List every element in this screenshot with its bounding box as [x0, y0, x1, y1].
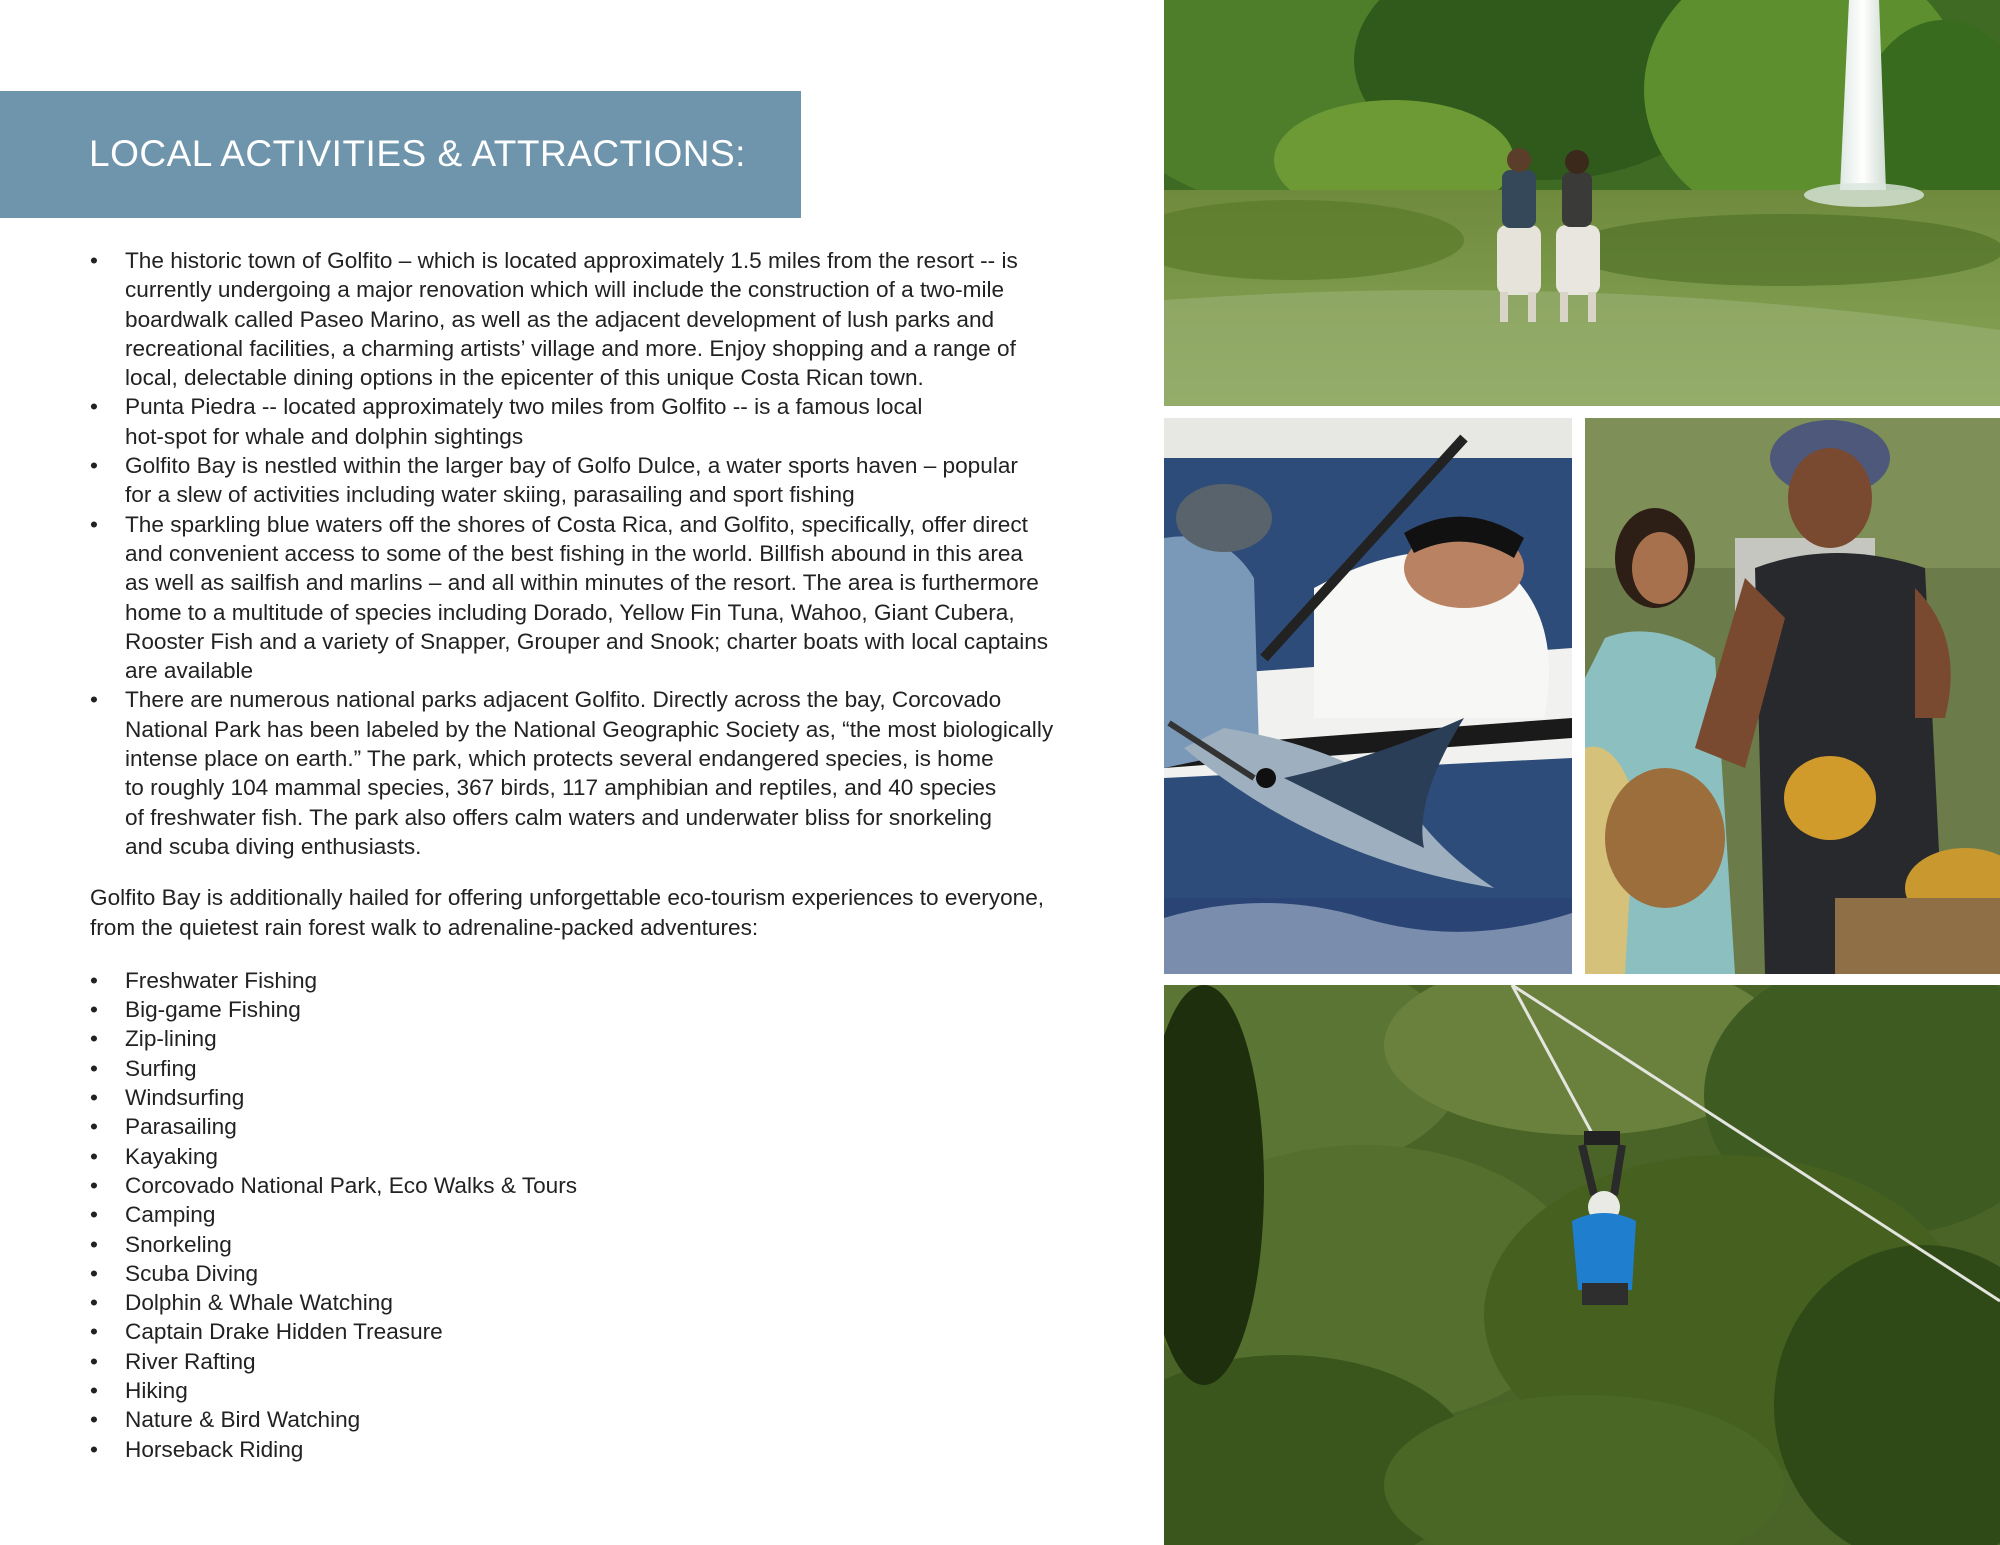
marlin-fishing-photo — [1164, 418, 1572, 974]
activity-label: Nature & Bird Watching — [125, 1407, 361, 1433]
bullet-icon: • — [90, 1436, 98, 1462]
list-item — [90, 510, 1120, 686]
activity-label: Parasailing — [125, 1114, 237, 1140]
bullet-icon: • — [90, 1260, 98, 1286]
list-item — [90, 1024, 1120, 1053]
activity-label: Zip-lining — [125, 1026, 217, 1052]
page-title: LOCAL ACTIVITIES & ATTRACTIONS: — [89, 133, 746, 174]
list-item — [90, 1230, 1120, 1259]
bullet-icon: • — [90, 1172, 98, 1198]
list-item — [90, 1259, 1120, 1288]
activity-label: Horseback Riding — [125, 1436, 304, 1462]
line: There are numerous national parks adjacent Golfito. Directly across the bay, Corcovado — [125, 687, 1002, 713]
bullet-icon: • — [90, 453, 98, 479]
line: National Park has been labeled by the National Geographic Society as, “the most biologically — [125, 716, 1054, 742]
line: boardwalk called Paseo Marino, as well as the adjacent development of lush parks and — [125, 306, 995, 332]
bullet-icon: • — [90, 967, 98, 993]
activity-label: Big-game Fishing — [125, 997, 301, 1023]
activity-label: Corcovado National Park, Eco Walks & Tours — [125, 1172, 578, 1198]
line: and convenient access to some of the best fishing in the world. Billfish abound in this area — [125, 540, 1024, 566]
activity-label: Camping — [125, 1202, 216, 1228]
line: intense place on earth.” The park, which protects several endangered species, is home — [125, 746, 994, 772]
list-item — [90, 1200, 1120, 1229]
list-item — [90, 1317, 1120, 1346]
bullet-icon: • — [90, 687, 98, 713]
bullet-icon: • — [90, 1026, 98, 1052]
bullet-icon: • — [90, 997, 98, 1023]
list-item — [90, 966, 1120, 995]
market-fruit-photo — [1585, 418, 2000, 974]
bullet-icon: • — [90, 1290, 98, 1316]
line: Rooster Fish and a variety of Snapper, Grouper and Snook; charter boats with local captains — [125, 628, 1049, 654]
activity-label: Windsurfing — [125, 1085, 245, 1111]
list-item — [90, 1112, 1120, 1141]
bullet-icon: • — [90, 1114, 98, 1140]
line: from the quietest rain forest walk to adrenaline-packed adventures: — [90, 914, 759, 940]
list-item — [90, 995, 1120, 1024]
activity-label: Snorkeling — [125, 1231, 232, 1257]
list-item — [90, 451, 1120, 510]
waterfall-horseback-photo — [1164, 0, 2000, 406]
bullet-icon: • — [90, 1377, 98, 1403]
activity-label: Hiking — [125, 1377, 188, 1403]
bullet-icon: • — [90, 1143, 98, 1169]
activity-label: River Rafting — [125, 1348, 256, 1374]
line: hot-spot for whale and dolphin sightings — [125, 423, 524, 449]
list-item — [90, 1171, 1120, 1200]
bullet-icon: • — [90, 1055, 98, 1081]
list-item — [90, 392, 1120, 451]
line: Golfito Bay is additionally hailed for offering unforgettable eco-tourism experiences to everyone, — [90, 885, 1045, 911]
list-item — [90, 1347, 1120, 1376]
line: of freshwater fish. The park also offers calm waters and underwater bliss for snorkeling — [125, 804, 992, 830]
list-item — [90, 685, 1120, 861]
line: are available — [125, 658, 254, 684]
line: Golfito Bay is nestled within the larger bay of Golfo Dulce, a water sports haven – popular — [125, 453, 1018, 479]
list-item — [90, 1054, 1120, 1083]
intro-bullet-list — [90, 246, 1120, 861]
line: The historic town of Golfito – which is located approximately 1.5 miles from the resort -- is — [125, 248, 1018, 273]
bullet-icon: • — [90, 1231, 98, 1257]
line: The sparkling blue waters off the shores of Costa Rica, and Golfito, specifically, offer direct — [125, 511, 1028, 537]
eco-tourism-paragraph — [90, 883, 1120, 942]
line: to roughly 104 mammal species, 367 birds, 117 amphibian and reptiles, and 40 species — [125, 775, 997, 801]
activity-label: Captain Drake Hidden Treasure — [125, 1319, 443, 1345]
line: and scuba diving enthusiasts. — [125, 833, 422, 859]
bullet-icon: • — [90, 1348, 98, 1374]
line: local, delectable dining options in the epicenter of this unique Costa Rican town. — [125, 365, 924, 391]
activity-label: Surfing — [125, 1055, 197, 1081]
activity-label: Freshwater Fishing — [125, 967, 318, 993]
bullet-icon: • — [90, 511, 98, 537]
content-column — [90, 246, 1120, 1464]
bullet-icon: • — [90, 1085, 98, 1111]
line: recreational facilities, a charming artists’ village and more. Enjoy shopping and a range of — [125, 335, 1016, 361]
line: for a slew of activities including water skiing, parasailing and sport fishing — [125, 482, 855, 508]
line: home to a multitude of species including Dorado, Yellow Fin Tuna, Wahoo, Giant Cubera, — [125, 599, 1015, 625]
bullet-icon: • — [90, 248, 98, 273]
bullet-icon: • — [90, 1407, 98, 1433]
list-item — [90, 1376, 1120, 1405]
bullet-icon: • — [90, 394, 98, 420]
list-item — [90, 1405, 1120, 1434]
list-item — [90, 1288, 1120, 1317]
line: currently undergoing a major renovation which will include the construction of a two-mile — [125, 277, 1005, 303]
activities-list — [90, 966, 1120, 1464]
list-item — [90, 1142, 1120, 1171]
line: as well as sailfish and marlins – and all within minutes of the resort. The area is furthermore — [125, 570, 1039, 596]
list-item — [90, 1435, 1120, 1464]
activity-label: Scuba Diving — [125, 1260, 259, 1286]
activity-label: Kayaking — [125, 1143, 218, 1169]
bullet-icon: • — [90, 1202, 98, 1228]
zip-lining-photo — [1164, 985, 2000, 1545]
list-item — [90, 1083, 1120, 1112]
header-banner — [0, 91, 801, 218]
line: Punta Piedra -- located approximately two miles from Golfito -- is a famous local — [125, 394, 923, 420]
list-item — [90, 246, 1120, 392]
bullet-icon: • — [90, 1319, 98, 1345]
activity-label: Dolphin & Whale Watching — [125, 1290, 393, 1316]
